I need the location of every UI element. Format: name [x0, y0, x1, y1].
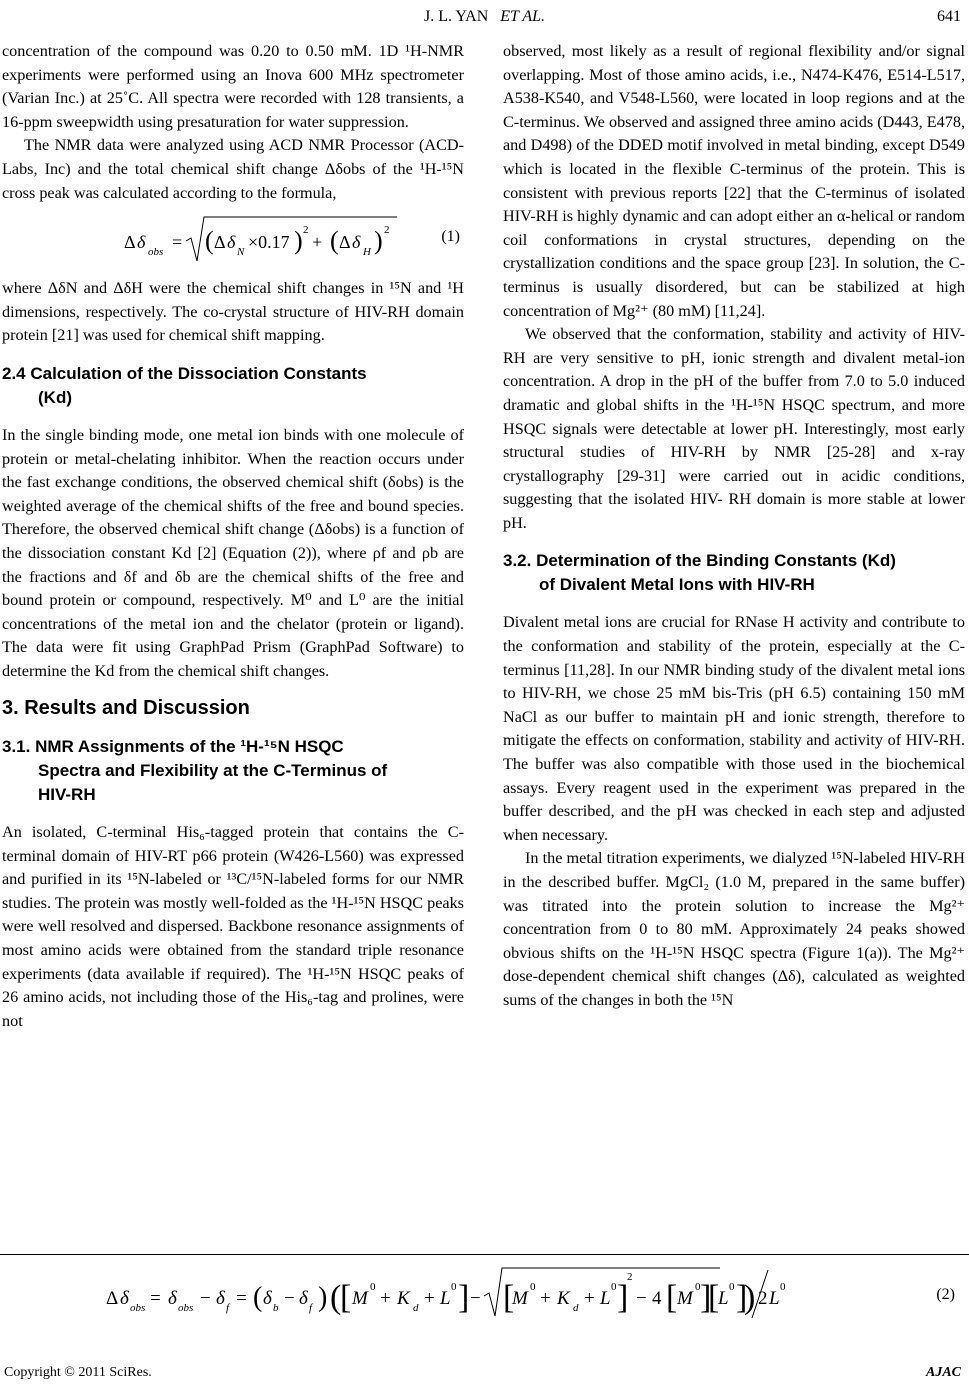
left-column [2, 40, 464, 1033]
svg-text:M: M [512, 1288, 528, 1309]
svg-text:0: 0 [530, 1281, 536, 1293]
svg-text:L: L [600, 1288, 611, 1309]
svg-text:δ: δ [137, 232, 146, 253]
svg-text:Δ: Δ [106, 1288, 119, 1309]
svg-text:(: ( [205, 226, 214, 256]
svg-text:2: 2 [758, 1288, 768, 1309]
svg-text:]: ] [700, 1279, 712, 1316]
svg-text:δ: δ [299, 1288, 308, 1309]
svg-text:[: [ [666, 1279, 678, 1316]
svg-text:0: 0 [695, 1281, 701, 1293]
svg-text:0: 0 [370, 1281, 376, 1293]
section-heading-3-1 [2, 735, 464, 807]
svg-text:b: b [273, 1302, 279, 1314]
svg-text:obs: obs [148, 246, 164, 259]
heading-line: 2.4 Calculation of the Dissociation Constants [2, 363, 367, 383]
svg-text:0: 0 [729, 1281, 735, 1293]
svg-text:]: ] [736, 1279, 748, 1316]
journal-abbreviation: AJAC [925, 1365, 961, 1380]
svg-text:+: + [380, 1288, 391, 1309]
svg-text:δ: δ [120, 1288, 129, 1309]
svg-text:): ) [318, 1282, 328, 1313]
heading-line: 3.1. NMR Assignments of the ¹H-¹⁵N HSQC [2, 737, 344, 757]
svg-text:(: ( [330, 1279, 342, 1316]
section-heading-2-4 [2, 362, 464, 410]
page-number: 641 [937, 8, 961, 25]
svg-text:=: = [172, 232, 183, 253]
running-title-etal: ET AL. [500, 8, 546, 25]
svg-text:2: 2 [384, 224, 390, 237]
svg-text:2: 2 [303, 224, 309, 237]
right-column [503, 40, 965, 1013]
svg-text:Δ: Δ [339, 232, 351, 253]
paragraph: In the single binding mode, one metal ion binds with one molecule of protein or metal-chelating inhibitor. When the reaction occurs under the fast exchange conditions, the observed chemical shift (δobs) is the weighted average of the chemical shifts of the free and bound species. Therefore, the observed chemical shift change (Δδobs) is a function of the dissociation constant Kd [2] (Equation (2)), where ρf and ρb are the fractions and δf and δb are the chemical shifts of the free and bound protein or compound, respectively. M⁰ and L⁰ are the initial concentrations of the metal ion and the chelator (protein or ligand). The data were fit using GraphPad Prism (GraphPad Software) to determine the Kd from the chemical shift changes. [2, 425, 464, 680]
svg-text:K: K [397, 1288, 410, 1309]
svg-text:M: M [352, 1288, 368, 1309]
svg-text:δ: δ [263, 1288, 272, 1309]
equation-1-number: (1) [441, 228, 460, 246]
svg-text:δ: δ [168, 1288, 177, 1309]
svg-text:obs: obs [178, 1302, 194, 1314]
svg-text:L: L [718, 1288, 729, 1309]
svg-text:f: f [309, 1302, 313, 1314]
svg-text:+: + [540, 1288, 551, 1309]
equation-1-formula [2, 211, 402, 271]
equation-2 [0, 1262, 969, 1322]
section-heading-3-2 [503, 549, 965, 597]
svg-text:obs: obs [130, 1302, 146, 1314]
heading-line: HIV-RH [38, 785, 96, 805]
paragraph: observed, most likely as a result of regional flexibility and/or signal overlapping. Most of those amino acids, i.e., N474-K476, E514-L517, A538-K540, and V548-L560, were located in loop regions and at the C-terminus. We observed and assigned three amino acids (D443, E478, and D498) of the DDED motif involved in metal binding, except D549 which is located in the flexible C-terminus of the protein. This is consistent with previous reports [22] that the C-terminus of isolated HIV-RH is highly dynamic and can adopt either an α-helical or random coil conformations in crystal structures, depending on the crystallization conditions and the space group [23]. In solution, the C-terminus is usually disordered, but can be stabilized at high concentration of Mg²⁺ (80 mM) [11,24]. [503, 42, 965, 320]
paragraph: The NMR data were analyzed using ACD NMR Processor (ACD-Labs, Inc) and the total chemical shift change Δδobs of the ¹H-¹⁵N cross peak was calculated according to the formula, [2, 136, 464, 202]
heading-line: of Divalent Metal Ions with HIV-RH [539, 575, 815, 595]
equation-2-formula [0, 1262, 969, 1322]
section-heading-3: 3. Results and Discussion [2, 697, 250, 720]
svg-text:=: = [236, 1288, 247, 1309]
equation-1 [2, 211, 464, 271]
svg-text:N: N [237, 246, 245, 259]
svg-text:δ: δ [216, 1288, 225, 1309]
svg-text:K: K [557, 1288, 570, 1309]
paragraph: where ΔδN and ΔδH were the chemical shift changes in ¹⁵N and ¹H dimensions, respectively. The co-crystal structure of HIV-RH domain protein [21] was used for chemical shift mapping. [2, 279, 464, 345]
svg-text:0: 0 [451, 1281, 457, 1293]
equation-divider [0, 1254, 969, 1255]
svg-text:δ: δ [227, 232, 236, 253]
svg-text:M: M [677, 1288, 693, 1309]
paragraph: concentration of the compound was 0.20 to 0.50 mM. 1D ¹H-NMR experiments were performed using an Inova 600 MHz spectrometer (Varian Inc.) at 25˚C. All spectra were recorded with 128 transients, a 16-ppm sweepwidth using presaturation for water suppression. [2, 42, 464, 131]
svg-text:(: ( [330, 226, 339, 256]
running-title [0, 8, 969, 26]
svg-text:−: − [200, 1288, 211, 1309]
svg-text:d: d [413, 1302, 419, 1314]
svg-text:): ) [294, 226, 303, 256]
paragraph: An isolated, C-terminal His₆-tagged protein that contains the C-terminal domain of HIV-RT p66 protein (W426-L560) was expressed and purified in its ¹⁵N-labeled or ¹³C/¹⁵N-labeled forms for our NMR studies. The protein was mostly well-folded as the ¹H-¹⁵N HSQC peaks were well resolved and dispersed. Backbone resonance assignments of most amino acids were obtained from the standard triple resonance experiments (data available if required). The ¹H-¹⁵N HSQC peaks of 26 amino acids, not including those of the His₆-tag and prolines, were not [2, 823, 464, 1030]
svg-text:2: 2 [627, 1271, 633, 1283]
svg-text:×0.17: ×0.17 [248, 232, 290, 253]
svg-text:+: + [424, 1288, 435, 1309]
svg-text:f: f [226, 1302, 230, 1314]
svg-text:[: [ [340, 1279, 352, 1316]
svg-text:Δ: Δ [214, 232, 226, 253]
svg-text:[: [ [708, 1279, 720, 1316]
svg-text:L: L [769, 1288, 780, 1309]
svg-text:4: 4 [652, 1288, 662, 1309]
equation-2-number: (2) [936, 1286, 955, 1303]
svg-text:[: [ [503, 1279, 515, 1316]
svg-text:H: H [363, 246, 371, 259]
svg-text:): ) [744, 1279, 756, 1316]
svg-text:d: d [573, 1302, 579, 1314]
svg-text:L: L [440, 1288, 451, 1309]
heading-line: (Kd) [38, 387, 72, 407]
svg-text:+: + [312, 232, 323, 253]
copyright-notice: Copyright © 2011 SciRes. [4, 1365, 152, 1380]
svg-text:Δ: Δ [124, 232, 136, 253]
paragraph: Divalent metal ions are crucial for RNase H activity and contribute to the conformation and stability of the protein, especially at the C-terminus [11,28]. In our NMR binding study of the divalent metal ions to HIV-RH, we chose 25 mM bis-Tris (pH 6.5) containing 150 mM NaCl as our buffer to maintain pH and ionic strength, therefore to mitigate the effects on conformation, stability and activity of HIV-RH. The buffer was also compatible with those used in the biochemical assays. Every reagent used in the experiment was prepared in the buffer described, and the pH was checked in each step and adjusted when necessary. [503, 613, 965, 844]
heading-line: 3.2. Determination of the Binding Constants (Kd) [503, 551, 896, 571]
svg-text:=: = [150, 1288, 161, 1309]
page-footer [4, 1365, 961, 1381]
svg-text:): ) [374, 226, 383, 256]
svg-text:]: ] [458, 1279, 470, 1316]
svg-text:−: − [284, 1288, 295, 1309]
svg-text:δ: δ [352, 232, 361, 253]
svg-text:]: ] [617, 1279, 629, 1316]
running-title-authors: J. L. YAN [423, 8, 489, 25]
svg-text:−: − [636, 1288, 647, 1309]
svg-text:−: − [470, 1288, 481, 1309]
paragraph: We observed that the conformation, stability and activity of HIV-RH are very sensitive to pH, ionic strength and divalent metal-ion concentration. A drop in the pH of the buffer from 7.0 to 5.0 induced dramatic and global shifts in the ¹H-¹⁵N HSQC spectrum, and more HSQC signals were detectable at lower pH. Interestingly, most early structural studies of HIV-RH by NMR [25-28] and x-ray crystallography [29-31] were carried out in acidic conditions, suggesting that the isolated HIV- RH domain is more stable at lower pH. [503, 325, 965, 532]
paragraph: In the metal titration experiments, we dialyzed ¹⁵N-labeled HIV-RH in the described buffer. MgCl₂ (1.0 M, prepared in the same buffer) was titrated into the protein solution to increase the Mg²⁺ concentration from 0 to 80 mM. Approximately 24 peaks showed obvious shifts on the ¹H-¹⁵N HSQC spectra (Figure 1(a)). The Mg²⁺ dose-dependent chemical shift changes (Δδ), calculated as weighted sums of the changes in both the ¹⁵N [503, 849, 965, 1009]
page-header [0, 8, 969, 32]
heading-line: Spectra and Flexibility at the C-Terminus of [38, 761, 388, 781]
svg-text:(: ( [253, 1282, 263, 1313]
svg-text:0: 0 [780, 1281, 786, 1293]
svg-text:+: + [584, 1288, 595, 1309]
svg-text:0: 0 [611, 1281, 617, 1293]
